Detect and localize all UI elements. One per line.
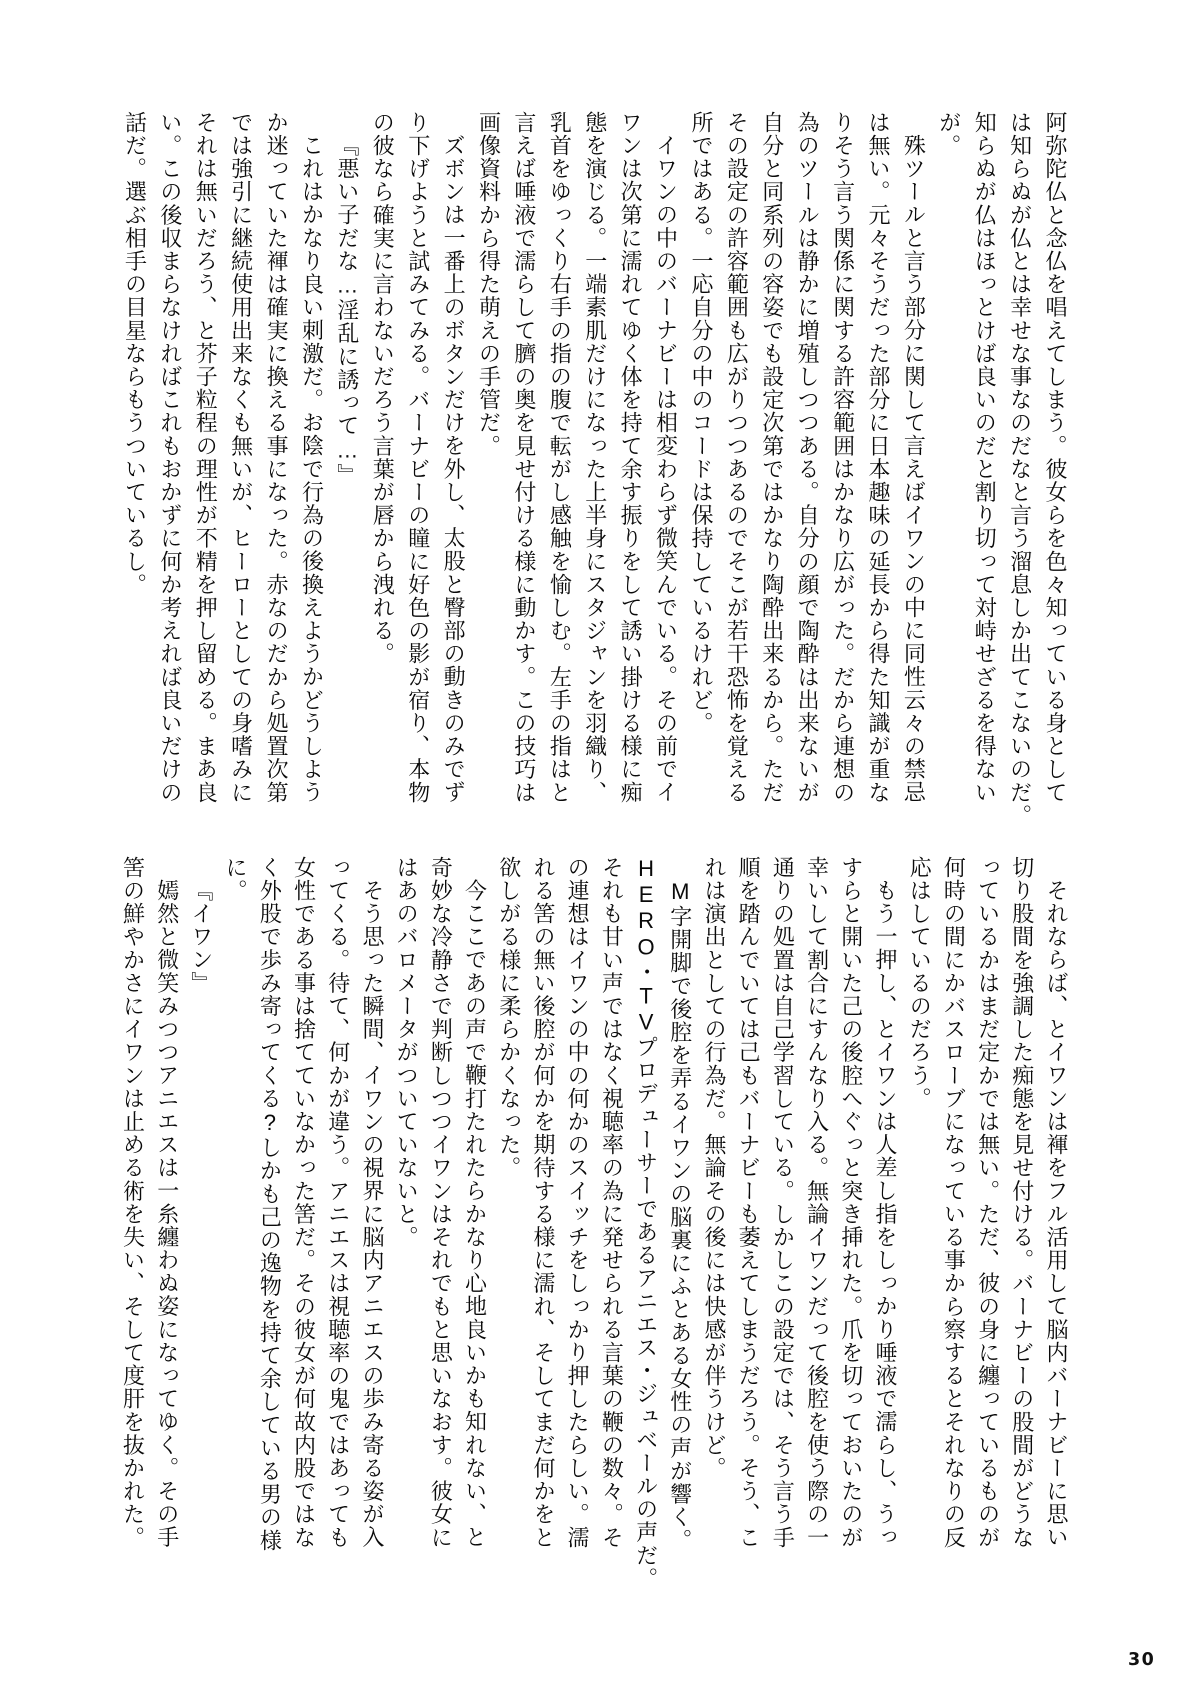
text-line: れる筈の無い後腔が何かを期待する様に濡れ、そしてまだ何かをと — [530, 856, 556, 1549]
text-line: そう思った瞬間、イワンの視界に脳内アニエスの歩み寄る姿が入 — [359, 879, 385, 1549]
text-line: 切り股間を強調した痴態を見せ付ける。バーナビーの股間がどうな — [1009, 856, 1035, 1549]
text-line: 『イワン』 — [188, 879, 214, 995]
text-line: 殊ツールと言う部分に関して言えばイワンの中に同性云々の禁忌 — [901, 134, 927, 804]
text-line: イワンの中のバーナビーは相変わらず微笑んでいる。その前でイ — [653, 134, 679, 804]
text-line: が。 — [936, 111, 962, 158]
text-line: それは無いだろう、と芥子粒程の理性が不精を押し留める。まあ良 — [193, 111, 219, 804]
text-line: 通りの処置は自己学習している。しかしこの設定では、そう言う手 — [770, 856, 796, 1549]
text-line: HERO・TVプロデューサーであるアニエス・ジュベールの声だ。 — [633, 856, 659, 1591]
text-line: に。 — [223, 856, 249, 903]
text-line: 欲しがる様に柔らかくなった。 — [496, 856, 522, 1180]
text-line: 態を演じる。一端素肌だけになった上半身にスタジャンを羽織り、 — [582, 111, 608, 804]
text-line: りそう言う関係に関する許容範囲はかなり広がった。だから連想の — [830, 111, 856, 804]
text-line: り下げようと試みてみる。バーナビーの瞳に好色の影が宿り、本物 — [405, 111, 431, 804]
text-line: 言えば唾液で濡らして臍の奥を見せ付ける様に動かす。この技巧は — [511, 111, 537, 804]
text-block-upper — [117, 111, 1073, 835]
text-line: い。この後収まらなければこれもおかずに何か考えれば良いだけの — [157, 111, 183, 804]
text-line: 阿弥陀仏と念仏を唱えてしまう。彼女らを色々知っている身として — [1043, 111, 1068, 804]
text-line: の彼なら確実に言わないだろう言葉が唇から洩れる。 — [370, 111, 396, 666]
text-line: では強引に継続使用出来なくも無いが、ヒーローとしての身嗜みに — [228, 111, 254, 804]
text-line: 応はしているのだろう。 — [907, 856, 933, 1111]
text-line: 奇妙な冷静さで判断しつつイワンはそれでもと思いなおす。彼女に — [428, 856, 454, 1549]
text-line: ワンは次第に濡れてゆく体を持て余す振りをして誘い掛ける様に痴 — [618, 111, 644, 804]
text-line: れは演出としての行為だ。無論その後には快感が伴うけど。 — [701, 856, 727, 1480]
text-line: 『悪い子だな…淫乱に誘って…』 — [334, 134, 360, 487]
text-line: 女性である事は捨てていなかった筈だ。その彼女が何故内股ではな — [291, 856, 317, 1549]
text-line: は無い。元々そうだった部分に日本趣味の延長から得た知識が重な — [865, 111, 891, 804]
text-line: 筈の鮮やかさにイワンは止める術を失い、そして度肝を抜かれた。 — [120, 856, 146, 1549]
text-line: ズボンは一番上のボタンだけを外し、太股と臀部の動きのみでず — [441, 134, 467, 804]
text-line: それも甘い声ではなく視聴率の為に発せられる言葉の鞭の数々。そ — [599, 856, 625, 1549]
text-line: く外股で歩み寄ってくる?しかも己の逸物を持て余している男の様 — [257, 856, 283, 1552]
text-line: 幸いして割合にすんなり入る。無論イワンだって後腔を使う際の一 — [804, 856, 830, 1549]
text-line: 今ここであの声で鞭打たれたらかなり心地良いかも知れない、と — [462, 879, 488, 1549]
text-line: すらと開いた己の後腔へぐっと突き挿れた。爪を切っておいたのが — [838, 856, 864, 1549]
text-line: か迷っていた褌は確実に換える事になった。赤なのだから処置次第 — [264, 111, 290, 804]
text-line: 嫣然と微笑みつつアニエスは一糸纏わぬ姿になってゆく。その手 — [154, 879, 180, 1549]
text-line: 為のツールは静かに増殖しつつある。自分の顔で陶酔は出来ないが — [795, 111, 821, 804]
text-line: はあのバロメータがついていないと。 — [394, 856, 420, 1249]
text-line: もう一押し、とイワンは人差し指をしっかり唾液で濡らし、うっ — [872, 879, 898, 1549]
text-line: 何時の間にかバスローブになっている事から察するとそれなりの反 — [941, 856, 967, 1549]
text-line: 所ではある。一応自分の中のコードは保持しているけれど。 — [688, 111, 714, 735]
text-line: 話だ。選ぶ相手の目星ならもうついているし。 — [122, 111, 148, 597]
text-line: 乳首をゆっくり右手の指の腹で転がし感触を愉しむ。左手の指はと — [547, 111, 573, 804]
text-line: 知らぬが仏はほっとけば良いのだと割り切って対峙せざるを得ない — [972, 111, 998, 804]
page-number: 30 — [1128, 1650, 1156, 1670]
text-block-lower — [115, 856, 1073, 1591]
text-line: 自分と同系列の容姿でも設定次第ではかなり陶酔出来るから。ただ — [759, 111, 785, 804]
text-line: ってくる。待て、何かが違う。アニエスは視聴率の鬼ではあっても — [325, 856, 351, 1549]
text-line: っているかはまだ定かでは無い。ただ、彼の身に纏っているものが — [975, 856, 1001, 1549]
text-line: の連想はイワンの中の何かのスイッチをしっかり押したらしい。濡 — [565, 856, 591, 1549]
text-line: M字開脚で後腔を弄るイワンの脳裏にふとある女性の声が響く。 — [667, 879, 693, 1552]
text-line: これはかなり良い刺激だ。お陰で行為の後換えようかどうしよう — [299, 134, 325, 804]
text-line: 画像資料から得た萌えの手管だ。 — [476, 111, 502, 458]
text-line: その設定の許容範囲も広がりつつあるのでそこが若干恐怖を覚える — [724, 111, 750, 804]
text-line: は知らぬが仏とは幸せな事なのだなと言う溜息しか出てこないのだ。 — [1007, 111, 1033, 828]
text-line: それならば、とイワンは褌をフル活用して脳内バーナビーに思い — [1044, 879, 1069, 1549]
text-line: 順を踏んでいては己もバーナビーも萎えてしまうだろう。そう、こ — [736, 856, 762, 1549]
